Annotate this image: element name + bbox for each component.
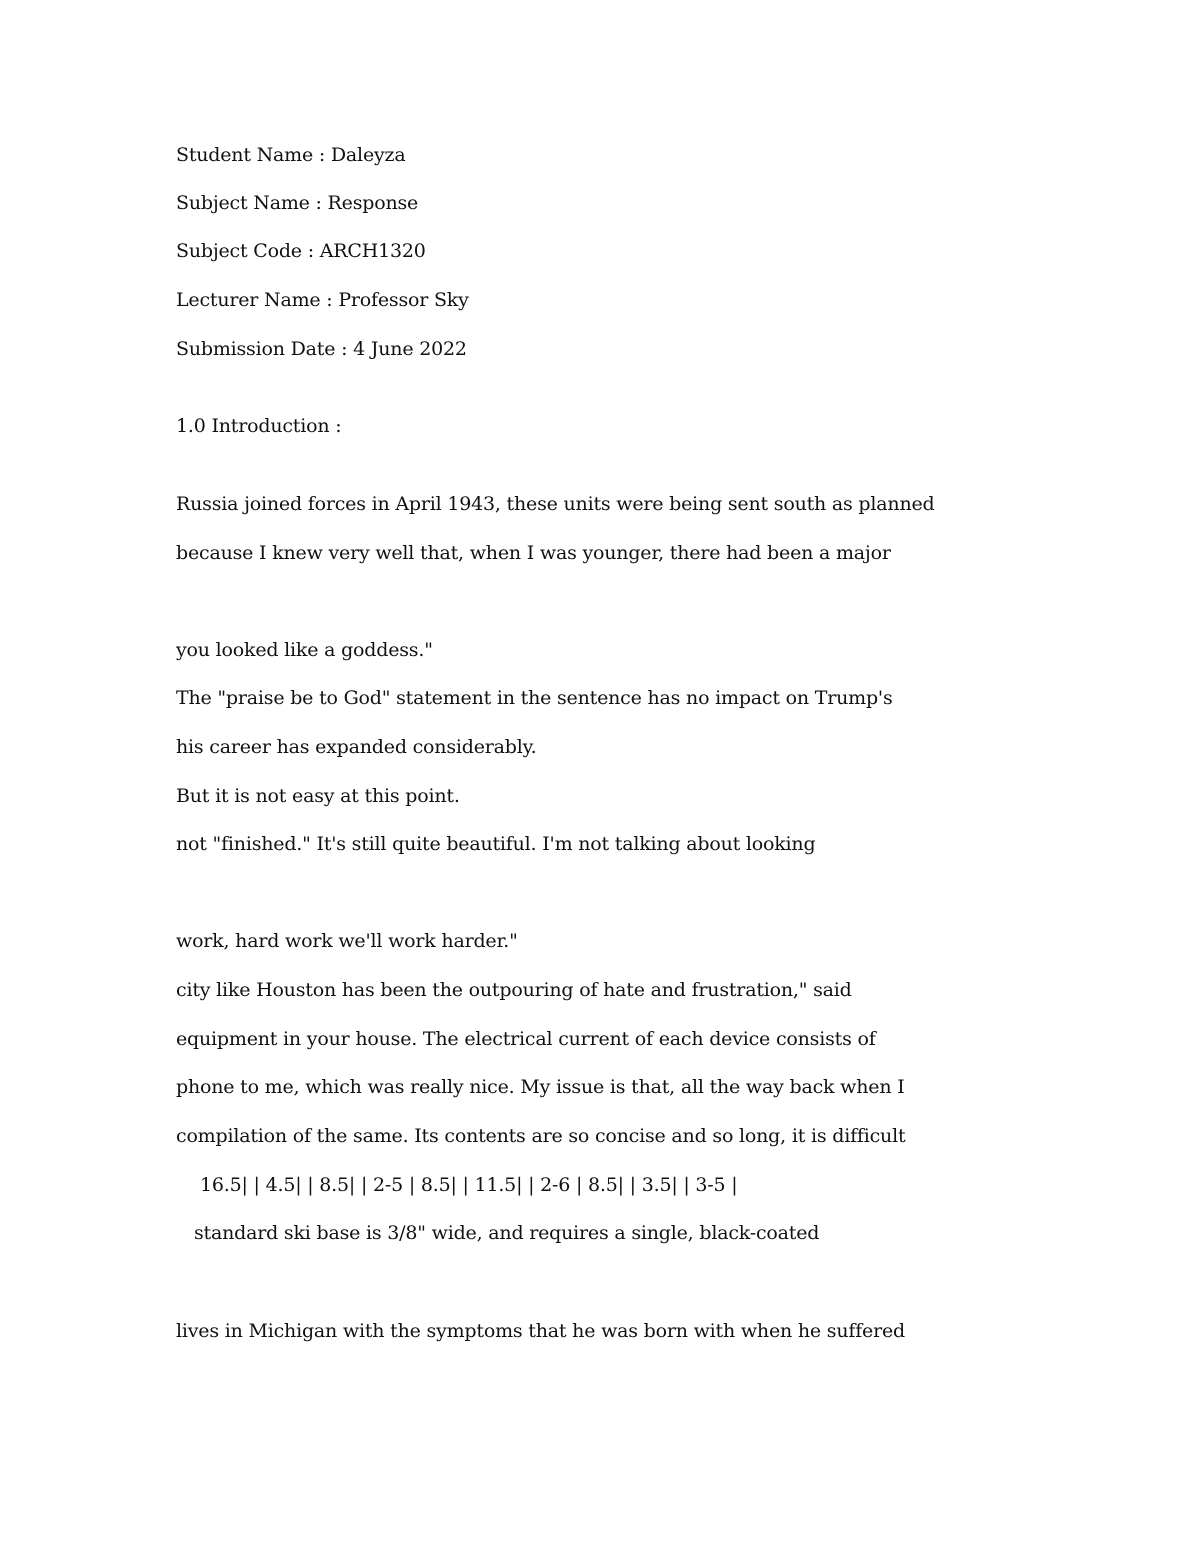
section-heading: 1.0 Introduction : bbox=[176, 415, 342, 437]
paragraph-line: But it is not easy at this point. bbox=[176, 785, 460, 807]
paragraph-line: phone to me, which was really nice. My issue is that, all the way back when I bbox=[176, 1076, 905, 1098]
paragraph-line: because I knew very well that, when I was younger, there had been a major bbox=[176, 542, 891, 564]
lecturer-name: Lecturer Name : Professor Sky bbox=[176, 289, 469, 311]
paragraph-line: city like Houston has been the outpouring of hate and frustration," said bbox=[176, 979, 852, 1001]
paragraph-line: not "finished." It's still quite beautiful. I'm not talking about looking bbox=[176, 833, 816, 855]
subject-name: Subject Name : Response bbox=[176, 192, 419, 214]
subject-code: Subject Code : ARCH1320 bbox=[176, 240, 426, 262]
table-row-line: 16.5| | 4.5| | 8.5| | 2-5 | 8.5| | 11.5| | 2-6 | 8.5| | 3.5| | 3-5 | bbox=[200, 1174, 738, 1196]
paragraph-line: compilation of the same. Its contents are so concise and so long, it is difficult bbox=[176, 1125, 906, 1147]
paragraph-line: standard ski base is 3/8" wide, and requires a single, black-coated bbox=[194, 1222, 820, 1244]
paragraph-line: The "praise be to God" statement in the sentence has no impact on Trump's bbox=[176, 687, 893, 709]
paragraph-line: lives in Michigan with the symptoms that he was born with when he suffered bbox=[176, 1320, 905, 1342]
paragraph-line: work, hard work we'll work harder." bbox=[176, 930, 518, 952]
paragraph-line: his career has expanded considerably. bbox=[176, 736, 537, 758]
paragraph-line: equipment in your house. The electrical current of each device consists of bbox=[176, 1028, 876, 1050]
paragraph-line: Russia joined forces in April 1943, these units were being sent south as planned bbox=[176, 493, 935, 515]
student-name: Student Name : Daleyza bbox=[176, 144, 406, 166]
submission-date: Submission Date : 4 June 2022 bbox=[176, 338, 467, 360]
paragraph-line: you looked like a goddess." bbox=[176, 639, 433, 661]
